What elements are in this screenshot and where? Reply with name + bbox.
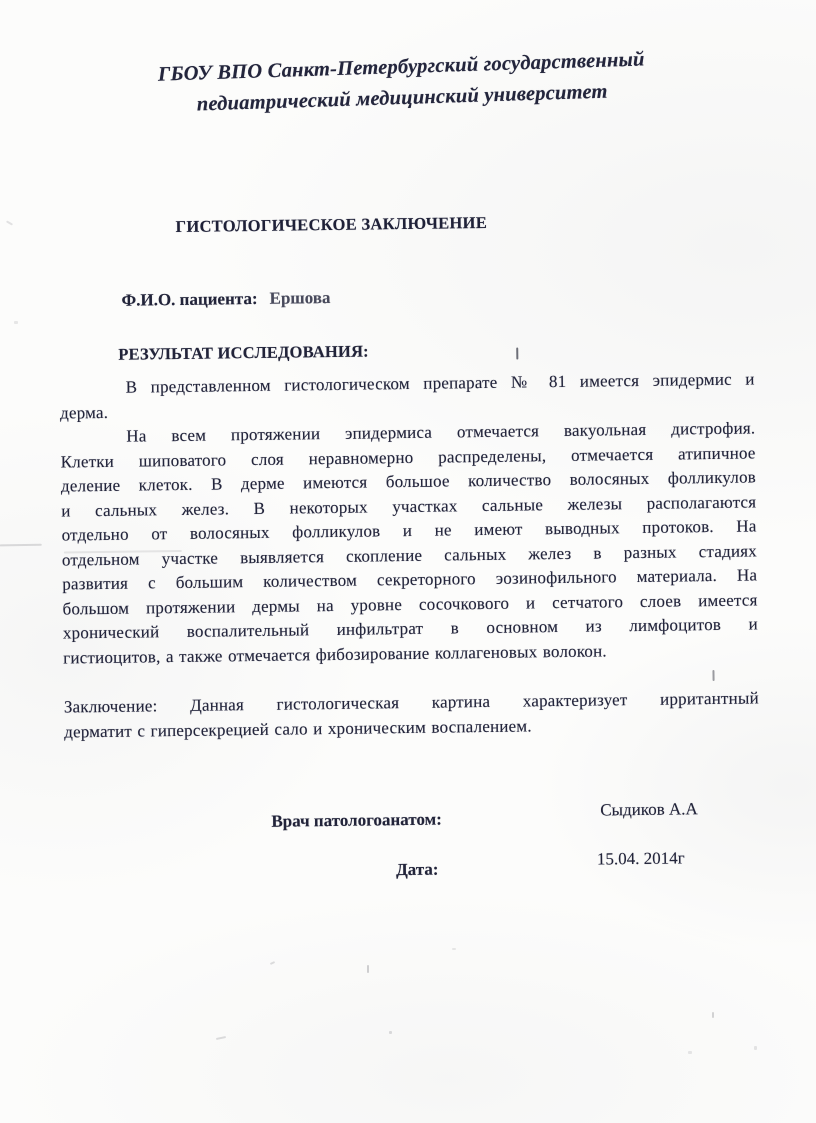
doctor-name: Сыдиков А.А	[600, 799, 698, 820]
text-line: Заключение: Данная гистологическая картина характеризует ирритантный	[63, 688, 759, 717]
text-line: гистиоцитов, а также отмечается фибозирование коллагеновых волокон.	[63, 640, 607, 668]
scan-artifact-tick	[516, 348, 518, 360]
scan-artifact-tick	[712, 670, 714, 681]
text-line: отдельном участке выявляется скопление сальных желез в разных стадиях	[61, 540, 758, 570]
text-line: хронический воспалительный инфильтрат в основном из лимфоцитов и	[62, 614, 758, 643]
patient-line	[121, 288, 330, 311]
text-line: и сальных желез. В некоторых участках сальные железы располагаются	[61, 491, 757, 521]
text-line: На всем протяжении эпидермиса отмечается вакуольная дистрофия.	[126, 418, 756, 446]
text-line: В представленном гистологическом препарате № 81 имеется эпидермис и	[125, 369, 755, 397]
document-title: ГИСТОЛОГИЧЕСКОЕ ЗАКЛЮЧЕНИЕ	[175, 212, 488, 237]
text-line: Клетки шиповатого слоя неравномерно распределены, отмечается атипичное	[60, 442, 756, 472]
text-line: развития с большим количеством секреторного эозинофильного материала. На	[62, 565, 758, 594]
text-line: дерматит с гиперсекрецией сало и хроническим воспалением.	[64, 715, 532, 742]
scan-speck	[452, 948, 456, 950]
text-line: отдельно от волосяных фолликулов и не имеют выводных протоков. На	[61, 516, 757, 545]
scan-speck	[754, 1046, 757, 1050]
letterhead-line1: ГБОУ ВПО Санкт-Петербургский государственный	[157, 48, 645, 86]
paragraph-conclusion	[64, 686, 760, 744]
patient-name: Ершова	[269, 287, 331, 308]
result-heading: РЕЗУЛЬТАТ ИССЛЕДОВАНИЯ:	[118, 341, 369, 364]
scan-speck	[14, 321, 18, 324]
scan-speck	[389, 1031, 392, 1034]
scan-speck	[688, 1051, 692, 1054]
patient-label: Ф.И.О. пациента:	[121, 288, 258, 310]
doctor-label: Врач патологоанатом:	[271, 809, 442, 831]
date-label: Дата:	[395, 859, 439, 880]
text-line: дерма.	[59, 402, 109, 423]
text-line: деление клеток. В дерме имеются большое количество волосяных фолликулов	[60, 467, 757, 496]
scan-artifact-streak	[0, 544, 42, 547]
text-line: большом протяжении дермы на уровне сосочкового и сетчатого слоев имеется	[62, 589, 758, 619]
letterhead	[0, 39, 811, 127]
scan-speck	[367, 965, 369, 973]
date-value: 15.04. 2014г	[596, 848, 685, 869]
letterhead-line2: педиатрический медицинский университет	[196, 80, 608, 116]
scan-speck	[712, 1012, 714, 1018]
paragraph-findings	[60, 416, 758, 670]
